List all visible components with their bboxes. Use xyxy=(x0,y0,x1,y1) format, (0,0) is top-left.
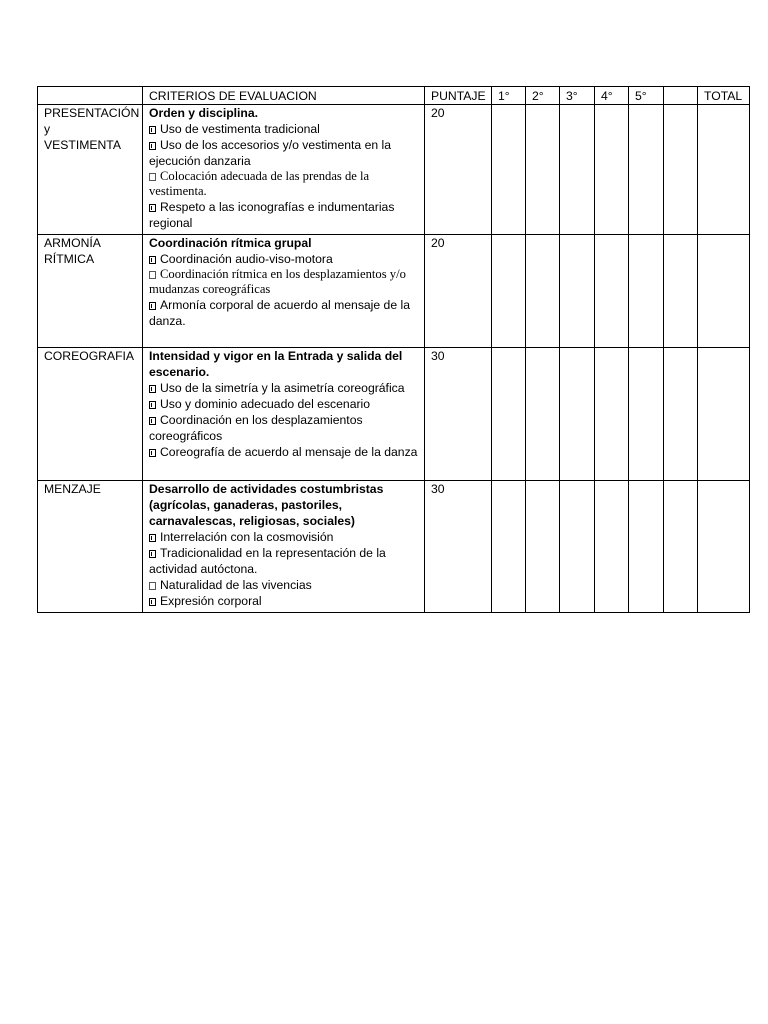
criteria-item xyxy=(149,297,418,329)
judge-1-cell xyxy=(492,348,526,481)
criteria-item-text: Coordinación audio-viso-motora xyxy=(160,252,333,266)
box-bullet-icon xyxy=(149,401,156,409)
blank-cell xyxy=(664,235,698,348)
total-cell xyxy=(698,235,750,348)
header-category xyxy=(38,87,143,105)
header-blank xyxy=(664,87,698,105)
blank-cell xyxy=(664,105,698,235)
criteria-item xyxy=(149,577,418,593)
criteria-item xyxy=(149,412,418,444)
judge-5-cell xyxy=(629,105,664,235)
criteria-item-text: Coordinación rítmica en los desplazamientos y/o mudanzas coreográficas xyxy=(149,267,406,296)
judge-2-cell xyxy=(526,105,560,235)
blank-cell xyxy=(664,481,698,613)
criteria-item-text: Naturalidad de las vivencias xyxy=(160,578,312,592)
judge-5-cell xyxy=(629,348,664,481)
category-label: COREOGRAFIA xyxy=(44,349,135,363)
box-bullet-icon xyxy=(149,385,156,393)
header-total: TOTAL xyxy=(698,87,750,105)
header-score: PUNTAJE xyxy=(425,87,492,105)
evaluation-rubric-table xyxy=(37,86,750,613)
criteria-title: Desarrollo de actividades costumbristas (agrícolas, ganaderas, pastoriles, carnavalescas, religiosas, sociales) xyxy=(149,482,384,528)
criteria-item-text: Uso de los accesorios y/o vestimenta en la ejecución danzaria xyxy=(149,138,391,168)
category-label: PRESENTACIÓN xyxy=(44,106,140,120)
score-cell: 20 xyxy=(425,235,492,348)
box-bullet-icon xyxy=(149,302,156,310)
criteria-title: Coordinación rítmica grupal xyxy=(149,236,312,250)
judge-1-cell xyxy=(492,481,526,613)
judge-3-cell xyxy=(560,235,595,348)
criteria-item-text: Coreografía de acuerdo al mensaje de la danza xyxy=(160,445,418,459)
criteria-item xyxy=(149,169,418,199)
criteria-item xyxy=(149,444,418,460)
box-bullet-icon xyxy=(149,204,156,212)
category-cell xyxy=(38,235,143,348)
total-cell xyxy=(698,348,750,481)
criteria-item-text: Interrelación con la cosmovisión xyxy=(160,530,334,544)
criteria-item xyxy=(149,380,418,396)
criteria-item-text: Tradicionalidad en la representación de la actividad autóctona. xyxy=(149,546,386,576)
criteria-item xyxy=(149,137,418,169)
box-bullet-icon xyxy=(149,256,156,264)
header-criteria: CRITERIOS DE EVALUACION xyxy=(143,87,425,105)
blank-cell xyxy=(664,348,698,481)
box-bullet-icon xyxy=(149,598,156,606)
category-label: MENZAJE xyxy=(44,482,101,496)
criteria-cell xyxy=(143,481,425,613)
header-row xyxy=(38,87,750,105)
judge-4-cell xyxy=(595,105,629,235)
header-judge-3: 3° xyxy=(560,87,595,105)
table-row xyxy=(38,105,750,235)
criteria-item xyxy=(149,593,418,609)
header-judge-1: 1° xyxy=(492,87,526,105)
judge-2-cell xyxy=(526,348,560,481)
judge-5-cell xyxy=(629,481,664,613)
empty-box-bullet-icon xyxy=(149,271,156,279)
criteria-item xyxy=(149,199,418,231)
box-bullet-icon xyxy=(149,550,156,558)
category-label: ARMONÍA xyxy=(44,236,101,250)
judge-4-cell xyxy=(595,481,629,613)
header-judge-5: 5° xyxy=(629,87,664,105)
criteria-item xyxy=(149,251,418,267)
judge-3-cell xyxy=(560,348,595,481)
category-cell xyxy=(38,105,143,235)
empty-box-bullet-icon xyxy=(149,173,156,181)
criteria-title: Orden y disciplina. xyxy=(149,106,259,120)
criteria-cell xyxy=(143,348,425,481)
category-label: RÍTMICA xyxy=(44,252,95,266)
judge-4-cell xyxy=(595,348,629,481)
table-row xyxy=(38,235,750,348)
criteria-cell xyxy=(143,235,425,348)
criteria-item xyxy=(149,121,418,137)
judge-5-cell xyxy=(629,235,664,348)
judge-3-cell xyxy=(560,105,595,235)
box-bullet-icon xyxy=(149,449,156,457)
category-cell xyxy=(38,348,143,481)
criteria-cell xyxy=(143,105,425,235)
criteria-item xyxy=(149,529,418,545)
table-row xyxy=(38,481,750,613)
criteria-item-text: Uso de la simetría y la asimetría coreográfica xyxy=(160,381,405,395)
judge-3-cell xyxy=(560,481,595,613)
judge-1-cell xyxy=(492,235,526,348)
score-cell: 20 xyxy=(425,105,492,235)
category-label: y xyxy=(44,122,51,136)
header-judge-2: 2° xyxy=(526,87,560,105)
table-row xyxy=(38,348,750,481)
criteria-title: Intensidad y vigor en la Entrada y salida del escenario. xyxy=(149,349,403,379)
category-cell xyxy=(38,481,143,613)
judge-4-cell xyxy=(595,235,629,348)
box-bullet-icon xyxy=(149,126,156,134)
category-label: VESTIMENTA xyxy=(44,138,121,152)
criteria-item-text: Expresión corporal xyxy=(160,594,262,608)
empty-box-bullet-icon xyxy=(149,582,156,590)
criteria-item-text: Colocación adecuada de las prendas de la vestimenta. xyxy=(149,169,370,198)
criteria-item-text: Armonía corporal de acuerdo al mensaje de la danza. xyxy=(149,298,410,328)
score-cell: 30 xyxy=(425,481,492,613)
header-judge-4: 4° xyxy=(595,87,629,105)
criteria-item xyxy=(149,396,418,412)
criteria-item-text: Respeto a las iconografías e indumentarias regional xyxy=(149,200,395,230)
criteria-item xyxy=(149,267,418,297)
total-cell xyxy=(698,105,750,235)
criteria-item-text: Uso de vestimenta tradicional xyxy=(160,122,320,136)
total-cell xyxy=(698,481,750,613)
judge-1-cell xyxy=(492,105,526,235)
box-bullet-icon xyxy=(149,142,156,150)
score-cell: 30 xyxy=(425,348,492,481)
criteria-item-text: Uso y dominio adecuado del escenario xyxy=(160,397,371,411)
judge-2-cell xyxy=(526,235,560,348)
box-bullet-icon xyxy=(149,417,156,425)
box-bullet-icon xyxy=(149,534,156,542)
judge-2-cell xyxy=(526,481,560,613)
rubric-body xyxy=(38,105,750,613)
criteria-item xyxy=(149,545,418,577)
criteria-item-text: Coordinación en los desplazamientos coreográficos xyxy=(149,413,363,443)
